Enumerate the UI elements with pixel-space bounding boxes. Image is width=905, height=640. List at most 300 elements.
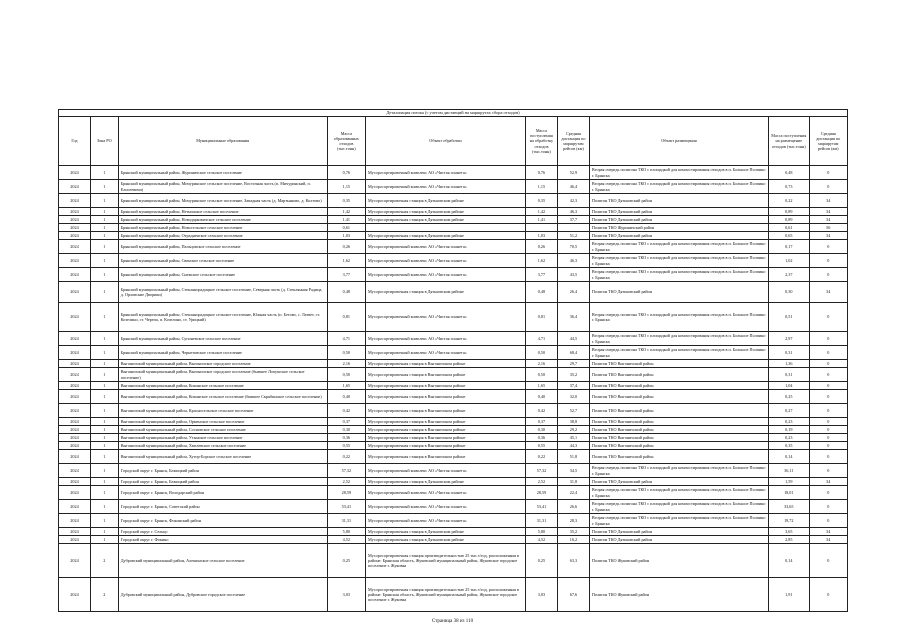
- cell-zone: 2: [90, 544, 118, 578]
- cell-processing-object: Мусоросортировочная станция в Выгоничском районе: [366, 434, 526, 442]
- cell-municipality: Выгоничский муниципальный район, Кокинское сельское поселение: [118, 382, 327, 390]
- cell-mass-to-processing: 1,62: [525, 254, 557, 268]
- cell-mass-to-placement: 2,97: [769, 332, 810, 346]
- cell-distance-processing: 68,4: [557, 346, 589, 360]
- cell-distance-processing: 46,3: [557, 254, 589, 268]
- cell-distance-placement: 0: [809, 268, 847, 282]
- cell-municipality: Городской округ г. Брянск, Володарский район: [118, 486, 327, 500]
- cell-placement-object: Вторая очередь полигона ТКО с площадкой для компостирования отходов в п. Большое Полпино г. Брянска: [589, 268, 768, 282]
- cell-mass-generated: 0,37: [327, 418, 365, 426]
- cell-municipality: Брянский муниципальный район, Стеклянорадицкое сельское поселение, Южная часть (п. Бетово, с. Латвет, ст. Козелино, ст. Черепа, п. Козелино, ст. Урицкий): [118, 303, 327, 332]
- cell-mass-to-processing: 4,52: [525, 536, 557, 544]
- cell-distance-processing: 38,8: [557, 418, 589, 426]
- cell-placement-object: Вторая очередь полигона ТКО с площадкой для компостирования отходов в п. Большое Полпино г. Брянска: [589, 346, 768, 360]
- cell-distance-placement: 0: [809, 486, 847, 500]
- cell-placement-object: Вторая очередь полигона ТКО с площадкой для компостирования отходов в п. Большое Полпино г. Брянска: [589, 166, 768, 180]
- cell-mass-generated: 0,76: [327, 166, 365, 180]
- cell-municipality: Брянский муниципальный район, Мичуринское сельское поселение, Восточная часть (п. Мичуринский, п. Елисеевичи): [118, 180, 327, 194]
- cell-placement-object: Полигон ТКО Дятьковский район: [589, 478, 768, 486]
- cell-zone: 1: [90, 382, 118, 390]
- cell-distance-processing: 26,4: [557, 282, 589, 303]
- cell-distance-placement: 0: [809, 254, 847, 268]
- cell-placement-object: Полигон ТКО Выгоничский район: [589, 360, 768, 368]
- cell-municipality: Городской округ г. Сельцо: [118, 528, 327, 536]
- cell-zone: 1: [90, 486, 118, 500]
- cell-mass-to-placement: 0,14: [769, 450, 810, 464]
- cell-mass-to-placement: 0,17: [769, 240, 810, 254]
- cell-mass-to-placement: 2,37: [769, 268, 810, 282]
- cell-year: 2024: [59, 404, 91, 418]
- cell-mass-to-processing: 1,42: [525, 208, 557, 216]
- cell-distance-placement: 0: [809, 578, 847, 612]
- cell-distance-placement: 0: [809, 544, 847, 578]
- table-row: [59, 240, 848, 254]
- cell-municipality: Брянский муниципальный район, Журиничское сельское поселение: [118, 166, 327, 180]
- cell-placement-object: Вторая очередь полигона ТКО с площадкой для компостирования отходов в п. Большое Полпино г. Брянска: [589, 180, 768, 194]
- cell-municipality: Выгоничский муниципальный район, Сосновское сельское поселение: [118, 426, 327, 434]
- cell-mass-to-placement: 0,31: [769, 346, 810, 360]
- cell-year: 2024: [59, 254, 91, 268]
- cell-municipality: Выгоничский муниципальный район, Хутор-Борское сельское поселение: [118, 450, 327, 464]
- table-row: [59, 404, 848, 418]
- cell-municipality: Брянский муниципальный район, Супоневское сельское поселение: [118, 332, 327, 346]
- cell-year: 2024: [59, 528, 91, 536]
- header-distance-placement: Средняя дистанция по маршрутам рейсов (км): [809, 117, 847, 166]
- cell-zone: 1: [90, 232, 118, 240]
- cell-distance-processing: 51,2: [557, 232, 589, 240]
- header-mass-generated: Масса образованных отходов (тыс.тонн): [327, 117, 365, 166]
- cell-mass-generated: 1,15: [327, 180, 365, 194]
- cell-placement-object: Вторая очередь полигона ТКО с площадкой для компостирования отходов в п. Большое Полпино г. Брянска: [589, 514, 768, 528]
- cell-placement-object: Полигон ТКО Выгоничский район: [589, 390, 768, 404]
- table-row: [59, 368, 848, 382]
- cell-placement-object: Полигон ТКО Дятьковский район: [589, 232, 768, 240]
- cell-mass-generated: 0,81: [327, 303, 365, 332]
- cell-year: 2024: [59, 368, 91, 382]
- cell-mass-to-placement: 0,31: [769, 368, 810, 382]
- cell-year: 2024: [59, 303, 91, 332]
- cell-distance-placement: 0: [809, 404, 847, 418]
- cell-zone: 1: [90, 450, 118, 464]
- header-distance-processing: Средняя дистанция по маршрутам рейсов (км): [557, 117, 589, 166]
- cell-mass-generated: 0,40: [327, 390, 365, 404]
- cell-placement-object: Полигон ТКО Дятьковский район: [589, 536, 768, 544]
- header-placement-object: Объект размещения: [589, 117, 768, 166]
- cell-zone: 1: [90, 500, 118, 514]
- cell-processing-object: Мусоросортировочная станция в Выгоничском районе: [366, 382, 526, 390]
- cell-processing-object: Мусоросортировочная станция в Дятьковском районе: [366, 208, 526, 216]
- cell-municipality: Брянский муниципальный район, Свенское сельское поселение: [118, 254, 327, 268]
- cell-zone: 1: [90, 360, 118, 368]
- cell-zone: 1: [90, 426, 118, 434]
- table-row: [59, 514, 848, 528]
- cell-mass-to-placement: 1,91: [769, 578, 810, 612]
- cell-distance-placement: 34: [809, 282, 847, 303]
- cell-mass-to-placement: 0,14: [769, 544, 810, 578]
- cell-distance-placement: 34: [809, 194, 847, 208]
- cell-mass-to-processing: 5,80: [525, 528, 557, 536]
- cell-placement-object: Полигон ТКО Выгоничский район: [589, 418, 768, 426]
- cell-placement-object: Вторая очередь полигона ТКО с площадкой для компостирования отходов в п. Большое Полпино г. Брянска: [589, 486, 768, 500]
- header-processing-object: Объект обработки: [366, 117, 526, 166]
- cell-distance-processing: 42,3: [557, 194, 589, 208]
- cell-mass-to-processing: 1,65: [525, 382, 557, 390]
- table-row: [59, 166, 848, 180]
- table-row: [59, 434, 848, 442]
- cell-mass-to-placement: 0,19: [769, 426, 810, 434]
- cell-mass-to-processing: 0,25: [525, 544, 557, 578]
- cell-processing-object: Мусоросортировочная станция в Выгоничском районе: [366, 418, 526, 426]
- cell-distance-processing: 22,4: [557, 486, 589, 500]
- cell-year: 2024: [59, 360, 91, 368]
- cell-zone: 1: [90, 434, 118, 442]
- cell-placement-object: Вторая очередь полигона ТКО с площадкой для компостирования отходов в п. Большое Полпино г. Брянска: [589, 332, 768, 346]
- cell-municipality: Городской округ г. Брянск, Советский район: [118, 500, 327, 514]
- cell-mass-to-processing: 0,26: [525, 240, 557, 254]
- cell-placement-object: Вторая очередь полигона ТКО с площадкой для компостирования отходов в п. Большое Полпино г. Брянска: [589, 254, 768, 268]
- cell-mass-to-placement: 3,65: [769, 528, 810, 536]
- cell-year: 2024: [59, 194, 91, 208]
- cell-mass-generated: 57,32: [327, 464, 365, 478]
- cell-zone: 1: [90, 418, 118, 426]
- cell-processing-object: Мусоросортировочный комплекс АО «Чистая планета»: [366, 514, 526, 528]
- cell-distance-processing: 46,3: [557, 208, 589, 216]
- cell-mass-to-placement: 18,01: [769, 486, 810, 500]
- cell-municipality: Дубровский муниципальный район, Дубровское городское поселение: [118, 578, 327, 612]
- cell-mass-to-processing: 1,15: [525, 180, 557, 194]
- header-mass-to-placement: Масса поступления на размещение отходов (тыс.тонн): [769, 117, 810, 166]
- cell-mass-generated: 0,25: [327, 544, 365, 578]
- cell-distance-processing: 44,3: [557, 442, 589, 450]
- cell-mass-generated: 0,36: [327, 434, 365, 442]
- cell-distance-processing: 51,8: [557, 450, 589, 464]
- cell-distance-placement: 0: [809, 434, 847, 442]
- cell-municipality: Брянский муниципальный район, Стеклянорадицкое сельское поселение, Северная часть (д. Стеклянная Радица, д. Орловские Дворики): [118, 282, 327, 303]
- cell-mass-generated: 0,26: [327, 240, 365, 254]
- cell-placement-object: Полигон ТКО Выгоничский район: [589, 368, 768, 382]
- cell-placement-object: Полигон ТКО Выгоничский район: [589, 382, 768, 390]
- cell-distance-placement: 0: [809, 240, 847, 254]
- cell-mass-generated: 0,61: [327, 224, 365, 232]
- cell-zone: 1: [90, 180, 118, 194]
- cell-distance-placement: 0: [809, 464, 847, 478]
- cell-processing-object: Мусоросортировочная станция в Выгоничском районе: [366, 442, 526, 450]
- table-row: [59, 282, 848, 303]
- cell-mass-to-placement: 1,36: [769, 360, 810, 368]
- cell-distance-processing: 70,5: [557, 240, 589, 254]
- cell-distance-processing: 34,5: [557, 464, 589, 478]
- cell-mass-generated: 5,80: [327, 528, 365, 536]
- table-row: [59, 216, 848, 224]
- cell-zone: 1: [90, 332, 118, 346]
- cell-year: 2024: [59, 464, 91, 478]
- cell-distance-processing: 32,0: [557, 390, 589, 404]
- cell-mass-to-processing: 1,41: [525, 216, 557, 224]
- cell-distance-placement: 0: [809, 166, 847, 180]
- cell-distance-processing: 37,7: [557, 216, 589, 224]
- cell-zone: 1: [90, 514, 118, 528]
- cell-mass-generated: 0,50: [327, 346, 365, 360]
- cell-distance-placement: 56: [809, 224, 847, 232]
- table-row: [59, 418, 848, 426]
- cell-municipality: Выгоничский муниципальный район, Выгоничское городское поселение (бывшее Лопушское сельское поселение): [118, 368, 327, 382]
- cell-distance-placement: 34: [809, 478, 847, 486]
- cell-mass-generated: 0,35: [327, 194, 365, 208]
- cell-mass-to-processing: 0,30: [525, 426, 557, 434]
- table-row: [59, 360, 848, 368]
- cell-mass-to-placement: 1,59: [769, 478, 810, 486]
- cell-municipality: Брянский муниципальный район, Чернетовское сельское поселение: [118, 346, 327, 360]
- cell-processing-object: Мусоросортировочная станция в Дятьковском районе: [366, 216, 526, 224]
- cell-distance-processing: 52,9: [557, 166, 589, 180]
- cell-mass-to-processing: 3,77: [525, 268, 557, 282]
- cell-distance-placement: 0: [809, 360, 847, 368]
- cell-distance-processing: 29,7: [557, 360, 589, 368]
- cell-processing-object: Мусоросортировочный комплекс АО «Чистая планета»: [366, 346, 526, 360]
- cell-year: 2024: [59, 232, 91, 240]
- cell-placement-object: Вторая очередь полигона ТКО с площадкой для компостирования отходов в п. Большое Полпино г. Брянска: [589, 303, 768, 332]
- cell-processing-object: Мусоросортировочный комплекс АО «Чистая планета»: [366, 240, 526, 254]
- cell-mass-to-processing: 2,52: [525, 478, 557, 486]
- cell-distance-processing: [557, 224, 589, 232]
- cell-placement-object: Вторая очередь полигона ТКО с площадкой для компостирования отходов в п. Большое Полпино г. Брянска: [589, 240, 768, 254]
- cell-zone: 1: [90, 442, 118, 450]
- cell-mass-to-placement: 0,65: [769, 232, 810, 240]
- cell-year: 2024: [59, 282, 91, 303]
- cell-mass-generated: 1,62: [327, 254, 365, 268]
- cell-year: 2024: [59, 240, 91, 254]
- cell-processing-object: [366, 224, 526, 232]
- cell-mass-to-processing: 0,37: [525, 418, 557, 426]
- table-row: [59, 528, 848, 536]
- cell-processing-object: Мусоросортировочная станция в Дятьковском районе: [366, 282, 526, 303]
- table-row: [59, 208, 848, 216]
- cell-distance-placement: 34: [809, 216, 847, 224]
- cell-processing-object: Мусоросортировочная станция в Выгоничском районе: [366, 390, 526, 404]
- cell-placement-object: Полигон ТКО Выгоничский район: [589, 404, 768, 418]
- cell-mass-to-placement: 0,35: [769, 442, 810, 450]
- cell-year: 2024: [59, 486, 91, 500]
- cell-zone: 1: [90, 303, 118, 332]
- cell-mass-to-processing: 0,76: [525, 166, 557, 180]
- cell-mass-generated: 0,30: [327, 426, 365, 434]
- cell-municipality: Брянский муниципальный район, Отрадненское сельское поселение: [118, 232, 327, 240]
- cell-distance-placement: 0: [809, 390, 847, 404]
- cell-placement-object: Полигон ТКО Дятьковский район: [589, 208, 768, 216]
- cell-mass-to-processing: 0,40: [525, 390, 557, 404]
- cell-placement-object: Полигон ТКО Дятьковский район: [589, 528, 768, 536]
- cell-placement-object: Полигон ТКО Дятьковский район: [589, 194, 768, 208]
- cell-mass-to-processing: 0,81: [525, 303, 557, 332]
- cell-zone: 1: [90, 240, 118, 254]
- cell-zone: 1: [90, 282, 118, 303]
- cell-distance-processing: 26,6: [557, 500, 589, 514]
- page-number: Страница 38 из 110: [431, 619, 474, 624]
- cell-year: 2024: [59, 224, 91, 232]
- cell-mass-to-processing: 0,42: [525, 404, 557, 418]
- cell-municipality: Выгоничский муниципальный район, Орменское сельское поселение: [118, 418, 327, 426]
- cell-distance-processing: 35,2: [557, 528, 589, 536]
- cell-mass-to-processing: 0,48: [525, 282, 557, 303]
- cell-mass-to-processing: 2,16: [525, 360, 557, 368]
- cell-distance-placement: 0: [809, 514, 847, 528]
- cell-placement-object: Полигон ТКО Дятьковский район: [589, 216, 768, 224]
- cell-distance-placement: 0: [809, 450, 847, 464]
- cell-distance-processing: 36,4: [557, 303, 589, 332]
- cell-municipality: Брянский муниципальный район, Снежское сельское поселение: [118, 268, 327, 282]
- cell-processing-object: Мусоросортировочный комплекс АО «Чистая планета»: [366, 500, 526, 514]
- cell-year: 2024: [59, 418, 91, 426]
- cell-mass-to-processing: 53,41: [525, 500, 557, 514]
- cell-placement-object: Полигон ТКО Выгоничский район: [589, 442, 768, 450]
- cell-distance-processing: 37,4: [557, 382, 589, 390]
- cell-year: 2024: [59, 268, 91, 282]
- header-municipality: Муниципальные образования: [118, 117, 327, 166]
- cell-year: 2024: [59, 346, 91, 360]
- cell-mass-to-placement: 0,48: [769, 166, 810, 180]
- cell-zone: 1: [90, 478, 118, 486]
- cell-processing-object: Мусоросортировочный комплекс АО «Чистая планета»: [366, 180, 526, 194]
- cell-mass-generated: 31,31: [327, 514, 365, 528]
- cell-mass-to-placement: 19,72: [769, 514, 810, 528]
- cell-mass-generated: 1,65: [327, 382, 365, 390]
- cell-processing-object: Мусоросортировочный комплекс АО «Чистая планета»: [366, 486, 526, 500]
- cell-distance-placement: 0: [809, 303, 847, 332]
- cell-placement-object: Полигон ТКО Жуковский район: [589, 544, 768, 578]
- cell-mass-generated: 1,41: [327, 216, 365, 224]
- cell-mass-to-placement: 0,23: [769, 434, 810, 442]
- cell-mass-generated: 2,52: [327, 478, 365, 486]
- cell-distance-placement: 34: [809, 528, 847, 536]
- cell-year: 2024: [59, 514, 91, 528]
- cell-distance-placement: 0: [809, 346, 847, 360]
- table-row: [59, 486, 848, 500]
- cell-processing-object: Мусоросортировочный комплекс АО «Чистая планета»: [366, 254, 526, 268]
- cell-mass-to-placement: 1,04: [769, 382, 810, 390]
- cell-mass-to-processing: [525, 224, 557, 232]
- cell-placement-object: Полигон ТКО Выгоничский район: [589, 450, 768, 464]
- cell-mass-generated: 0,48: [327, 282, 365, 303]
- cell-placement-object: Вторая очередь полигона ТКО с площадкой для компостирования отходов в п. Большое Полпино г. Брянска: [589, 464, 768, 478]
- cell-year: 2024: [59, 208, 91, 216]
- cell-municipality: Выгоничский муниципальный район, Выгоничское городское поселение: [118, 360, 327, 368]
- cell-zone: 1: [90, 346, 118, 360]
- cell-processing-object: Мусоросортировочная станция в Выгоничском районе: [366, 404, 526, 418]
- cell-mass-to-processing: 57,32: [525, 464, 557, 478]
- cell-mass-to-processing: 0,22: [525, 450, 557, 464]
- cell-mass-to-placement: 2,85: [769, 536, 810, 544]
- cell-placement-object: Полигон ТКО Жуковский район: [589, 578, 768, 612]
- waste-flow-table: [58, 109, 848, 612]
- cell-mass-to-placement: 0,27: [769, 404, 810, 418]
- table-row: [59, 500, 848, 514]
- cell-year: 2024: [59, 442, 91, 450]
- cell-mass-to-placement: 0,73: [769, 180, 810, 194]
- table-row: [59, 232, 848, 240]
- cell-placement-object: Полигон ТКО Выгоничский район: [589, 426, 768, 434]
- cell-distance-processing: 45,1: [557, 434, 589, 442]
- cell-distance-placement: 34: [809, 208, 847, 216]
- cell-mass-to-processing: 0,50: [525, 368, 557, 382]
- cell-municipality: Брянский муниципальный район, Новосельское сельское поселение: [118, 224, 327, 232]
- cell-year: 2024: [59, 216, 91, 224]
- cell-distance-placement: 34: [809, 232, 847, 240]
- cell-distance-placement: 0: [809, 180, 847, 194]
- cell-mass-to-placement: 36,11: [769, 464, 810, 478]
- cell-mass-to-processing: 0,50: [525, 346, 557, 360]
- cell-municipality: Городской округ г. Фокино: [118, 536, 327, 544]
- cell-processing-object: Мусоросортировочный комплекс АО «Чистая планета»: [366, 464, 526, 478]
- cell-mass-generated: 0,22: [327, 450, 365, 464]
- cell-year: 2024: [59, 478, 91, 486]
- cell-processing-object: Мусоросортировочный комплекс АО «Чистая планета»: [366, 332, 526, 346]
- cell-distance-placement: 0: [809, 382, 847, 390]
- table-row: [59, 426, 848, 434]
- cell-mass-generated: 4,52: [327, 536, 365, 544]
- cell-zone: 1: [90, 208, 118, 216]
- table-row: [59, 346, 848, 360]
- cell-mass-generated: 53,41: [327, 500, 365, 514]
- cell-mass-generated: 0,42: [327, 404, 365, 418]
- cell-distance-processing: 28,3: [557, 514, 589, 528]
- cell-mass-to-processing: 31,31: [525, 514, 557, 528]
- cell-mass-to-placement: 0,25: [769, 390, 810, 404]
- cell-processing-object: Мусоросортировочная станция производительностью 25 тыс.т/год, расположенная в районе: Брянская область, Жуковский муниципальный район, Жуковское городское поселение г. Жуковка: [366, 578, 526, 612]
- cell-municipality: Выгоничский муниципальный район, Кокинское сельское поселение (бывшее Скрябинское сельское поселение): [118, 390, 327, 404]
- cell-distance-processing: 43,5: [557, 268, 589, 282]
- cell-year: 2024: [59, 500, 91, 514]
- table-row: [59, 536, 848, 544]
- table-row: [59, 544, 848, 578]
- table-caption: Детализация потока (с учетом дистанций на маршрутах сбора отходов): [59, 110, 848, 117]
- cell-distance-placement: 0: [809, 426, 847, 434]
- table-row: [59, 390, 848, 404]
- cell-mass-generated: 2,16: [327, 360, 365, 368]
- cell-placement-object: Полигон ТКО Выгоничский район: [589, 434, 768, 442]
- cell-zone: 1: [90, 390, 118, 404]
- table-row: [59, 382, 848, 390]
- table-row: [59, 194, 848, 208]
- cell-year: 2024: [59, 332, 91, 346]
- cell-distance-processing: 16,2: [557, 536, 589, 544]
- cell-mass-to-processing: 1,03: [525, 232, 557, 240]
- cell-mass-to-placement: 0,23: [769, 418, 810, 426]
- cell-municipality: Брянский муниципальный район, Мичуринское сельское поселение, Западная часть (д. Мартьяново, д. Колтово): [118, 194, 327, 208]
- cell-year: 2024: [59, 450, 91, 464]
- cell-distance-placement: 0: [809, 442, 847, 450]
- cell-mass-generated: 3,77: [327, 268, 365, 282]
- cell-processing-object: Мусоросортировочная станция в Выгоничском районе: [366, 426, 526, 434]
- header-year: Год: [59, 117, 91, 166]
- table-row: [59, 180, 848, 194]
- cell-distance-processing: 44,5: [557, 332, 589, 346]
- cell-mass-to-placement: 0,51: [769, 303, 810, 332]
- table-row: [59, 268, 848, 282]
- header-zone: Зона РО: [90, 117, 118, 166]
- cell-distance-processing: 52,7: [557, 404, 589, 418]
- cell-distance-processing: 31,8: [557, 478, 589, 486]
- cell-mass-to-placement: 0,89: [769, 216, 810, 224]
- cell-distance-processing: 35,2: [557, 368, 589, 382]
- cell-zone: 1: [90, 528, 118, 536]
- cell-mass-generated: 1,03: [327, 232, 365, 240]
- table-row: [59, 224, 848, 232]
- cell-mass-to-placement: 0,61: [769, 224, 810, 232]
- table-row: [59, 478, 848, 486]
- cell-processing-object: Мусоросортировочная станция в Дятьковском районе: [366, 536, 526, 544]
- cell-distance-processing: 29,2: [557, 426, 589, 434]
- cell-mass-to-processing: 0,35: [525, 194, 557, 208]
